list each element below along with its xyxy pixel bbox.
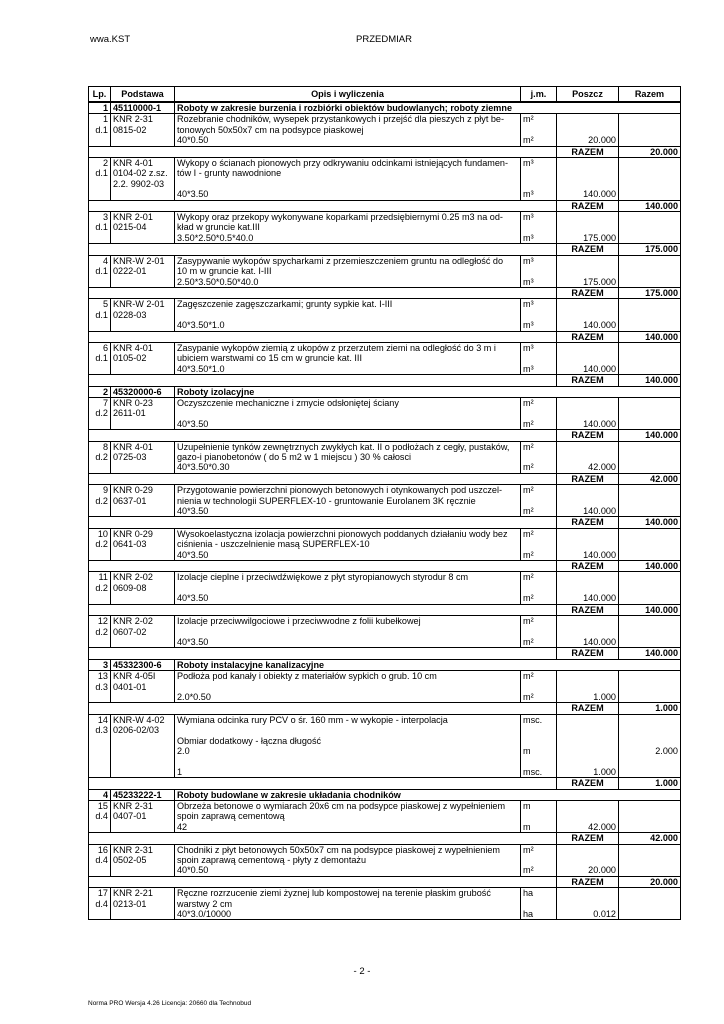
razem-row xyxy=(89,778,681,789)
razem-value: 140.000 xyxy=(619,430,681,441)
section-number: 3 xyxy=(89,659,111,670)
section-code: 45110000-1 xyxy=(111,102,175,114)
item-jm: m² m² xyxy=(521,114,557,146)
item-row xyxy=(89,114,681,146)
item-lp: 6 d.1 xyxy=(89,342,111,374)
razem-value: 175.000 xyxy=(619,287,681,298)
section-number: 4 xyxy=(89,789,111,800)
razem-value: 42.000 xyxy=(619,473,681,484)
item-row xyxy=(89,212,681,244)
item-opis: Rozebranie chodników, wysepek przystankowych i przejść dla pieszych z płyt be- tonowych 50x50x7 cm na podsypce piaskowej 40*0.50 xyxy=(175,114,521,146)
razem-label: RAZEM xyxy=(557,703,619,714)
footer-note: Norma PRO Wersja 4.26 Licencja: 20660 dla Technobud xyxy=(88,1000,252,1007)
item-opis: Chodniki z płyt betonowych 50x50x7 cm na podsypce piaskowej z wypełnieniem spoin zaprawą cementową - płyty z demontażu 40*0.50 xyxy=(175,844,521,876)
item-podstawa: KNR 4-01 0725-03 xyxy=(111,441,175,473)
razem-value: 140.000 xyxy=(619,375,681,386)
table-header-row xyxy=(89,87,681,103)
item-razem xyxy=(619,114,681,146)
item-lp: 8 d.2 xyxy=(89,441,111,473)
item-opis: Oczyszczenie mechaniczne i zmycie odsłoniętej ściany 40*3.50 xyxy=(175,397,521,429)
section-title: Roboty w zakresie burzenia i rozbiórki obiektów budowlanych; roboty ziemne xyxy=(175,102,681,114)
item-jm: m³ m³ xyxy=(521,158,557,201)
section-title: Roboty instalacyjne kanalizacyjne xyxy=(175,659,681,670)
razem-label: RAZEM xyxy=(557,244,619,255)
col-poszcz: Poszcz xyxy=(557,87,619,103)
razem-spacer xyxy=(89,375,557,386)
razem-value: 140.000 xyxy=(619,561,681,572)
item-podstawa: KNR 2-31 0815-02 xyxy=(111,114,175,146)
razem-label: RAZEM xyxy=(557,648,619,659)
item-opis: Wykopy oraz przekopy wykonywane koparkami przedsiębiernymi 0.25 m3 na od- kład w gruncie kat.III 3.50*2.50*0.5*40.0 xyxy=(175,212,521,244)
item-razem xyxy=(619,616,681,648)
razem-value: 140.000 xyxy=(619,200,681,211)
item-lp: 10 d.2 xyxy=(89,528,111,560)
item-podstawa: KNR 4-01 0105-02 xyxy=(111,342,175,374)
item-jm: m² m² xyxy=(521,572,557,604)
item-poszcz: 42.000 xyxy=(557,441,619,473)
item-poszcz: 140.000 xyxy=(557,299,619,331)
item-lp: 3 d.1 xyxy=(89,212,111,244)
item-podstawa: KNR 0-29 0641-03 xyxy=(111,528,175,560)
razem-label: RAZEM xyxy=(557,200,619,211)
razem-row xyxy=(89,375,681,386)
item-row xyxy=(89,158,681,201)
item-podstawa: KNR 2-31 0407-01 xyxy=(111,801,175,833)
item-jm: m m xyxy=(521,801,557,833)
item-razem xyxy=(619,888,681,920)
item-opis: Przygotowanie powierzchni pionowych betonowych i otynkowanych pod uszczel- nienia w technologii SUPERFLEX-10 - gruntowanie Eurolanem 3K ręcznie 40*3.50 xyxy=(175,485,521,517)
item-lp: 4 d.1 xyxy=(89,255,111,287)
item-jm: m³ m³ xyxy=(521,212,557,244)
razem-spacer xyxy=(89,146,557,157)
item-lp: 13 d.3 xyxy=(89,671,111,703)
item-lp: 11 d.2 xyxy=(89,572,111,604)
item-row xyxy=(89,255,681,287)
item-row xyxy=(89,485,681,517)
item-opis: Obrzeża betonowe o wymiarach 20x6 cm na podsypce piaskowej z wypełnieniem spoin zaprawą cementową 42 xyxy=(175,801,521,833)
item-poszcz: 140.000 xyxy=(557,528,619,560)
item-row xyxy=(89,844,681,876)
item-jm: m² m² xyxy=(521,397,557,429)
item-razem xyxy=(619,342,681,374)
col-podstawa: Podstawa xyxy=(111,87,175,103)
item-podstawa: KNR-W 4-02 0206-02/03 xyxy=(111,714,175,777)
section-row xyxy=(89,386,681,397)
razem-value: 140.000 xyxy=(619,604,681,615)
razem-label: RAZEM xyxy=(557,833,619,844)
item-opis: Izolacje cieplne i przeciwdźwiękowe z płyt styropianowych styrodur 8 cm 40*3.50 xyxy=(175,572,521,604)
razem-label: RAZEM xyxy=(557,473,619,484)
item-jm: m² m² xyxy=(521,671,557,703)
razem-row xyxy=(89,703,681,714)
col-jm: j.m. xyxy=(521,87,557,103)
section-code: 45332300-6 xyxy=(111,659,175,670)
item-podstawa: KNR 2-02 0607-02 xyxy=(111,616,175,648)
item-jm: m³ m³ xyxy=(521,342,557,374)
razem-row xyxy=(89,146,681,157)
item-poszcz: 1.000 xyxy=(557,714,619,777)
item-poszcz: 140.000 xyxy=(557,616,619,648)
razem-spacer xyxy=(89,430,557,441)
razem-spacer xyxy=(89,703,557,714)
item-podstawa: KNR 0-29 0637-01 xyxy=(111,485,175,517)
razem-label: RAZEM xyxy=(557,375,619,386)
razem-value: 140.000 xyxy=(619,517,681,528)
item-podstawa: KNR 4-05I 0401-01 xyxy=(111,671,175,703)
item-lp: 17 d.4 xyxy=(89,888,111,920)
item-lp: 15 d.4 xyxy=(89,801,111,833)
razem-value: 1.000 xyxy=(619,703,681,714)
razem-value: 140.000 xyxy=(619,648,681,659)
item-razem xyxy=(619,844,681,876)
section-number: 2 xyxy=(89,386,111,397)
col-lp: Lp. xyxy=(89,87,111,103)
razem-spacer xyxy=(89,517,557,528)
page-title: PRZEDMIAR xyxy=(356,34,412,45)
razem-label: RAZEM xyxy=(557,604,619,615)
item-razem xyxy=(619,528,681,560)
razem-label: RAZEM xyxy=(557,876,619,887)
razem-row xyxy=(89,430,681,441)
razem-value: 1.000 xyxy=(619,778,681,789)
item-row xyxy=(89,572,681,604)
item-podstawa: KNR 0-23 2611-01 xyxy=(111,397,175,429)
item-podstawa: KNR 2-01 0215-04 xyxy=(111,212,175,244)
razem-value: 175.000 xyxy=(619,244,681,255)
item-razem xyxy=(619,299,681,331)
section-row xyxy=(89,659,681,670)
item-podstawa: KNR 2-21 0213-01 xyxy=(111,888,175,920)
col-opis: Opis i wyliczenia xyxy=(175,87,521,103)
razem-row xyxy=(89,473,681,484)
item-row xyxy=(89,888,681,920)
razem-spacer xyxy=(89,331,557,342)
section-code: 45233222-1 xyxy=(111,789,175,800)
item-jm: m² m² xyxy=(521,528,557,560)
item-lp: 12 d.2 xyxy=(89,616,111,648)
item-opis: Izolacje przeciwwilgociowe i przeciwwodne z folii kubełkowej 40*3.50 xyxy=(175,616,521,648)
item-opis: Zagęszczenie zagęszczarkami; grunty sypkie kat. I-III 40*3.50*1.0 xyxy=(175,299,521,331)
item-row xyxy=(89,342,681,374)
item-razem xyxy=(619,485,681,517)
item-opis: Podłoża pod kanały i obiekty z materiałów sypkich o grub. 10 cm 2.0*0.50 xyxy=(175,671,521,703)
razem-label: RAZEM xyxy=(557,331,619,342)
page-number: - 2 - xyxy=(353,966,371,977)
razem-label: RAZEM xyxy=(557,430,619,441)
przedmiar-table xyxy=(88,86,681,920)
item-poszcz: 0.012 xyxy=(557,888,619,920)
item-lp: 5 d.1 xyxy=(89,299,111,331)
item-razem xyxy=(619,801,681,833)
razem-row xyxy=(89,244,681,255)
item-opis: Uzupełnienie tynków zewnętrznych zwykłych kat. II o podłożach z cegły, pustaków, gazo-i pianobetonów ( do 5 m2 w 1 miejscu ) 30 % całosci 40*3.50*0.30 xyxy=(175,441,521,473)
item-jm: ha ha xyxy=(521,888,557,920)
item-lp: 14 d.3 xyxy=(89,714,111,777)
item-poszcz: 1.000 xyxy=(557,671,619,703)
item-poszcz: 140.000 xyxy=(557,572,619,604)
item-razem xyxy=(619,255,681,287)
razem-spacer xyxy=(89,200,557,211)
item-opis: Zasypywanie wykopów spycharkami z przemieszczeniem gruntu na odległość do 10 m w gruncie kat. I-III 2.50*3.50*0.50*40.0 xyxy=(175,255,521,287)
razem-spacer xyxy=(89,833,557,844)
item-opis: Wykopy o ścianach pionowych przy odkrywaniu odcinkami istniejących fundamen- tów I - grunty nawodnione 40*3.50 xyxy=(175,158,521,201)
item-lp: 2 d.1 xyxy=(89,158,111,201)
col-razem: Razem xyxy=(619,87,681,103)
razem-label: RAZEM xyxy=(557,287,619,298)
razem-row xyxy=(89,648,681,659)
item-jm: m² m² xyxy=(521,441,557,473)
razem-label: RAZEM xyxy=(557,561,619,572)
item-opis: Zasypanie wykopów ziemią z ukopów z przerzutem ziemi na odległość do 3 m i ubiciem warstwami co 15 cm w gruncie kat. III 40*3.50*1.0 xyxy=(175,342,521,374)
item-lp: 7 d.2 xyxy=(89,397,111,429)
razem-value: 42.000 xyxy=(619,833,681,844)
item-row xyxy=(89,441,681,473)
item-razem: 2.000 xyxy=(619,714,681,777)
section-title: Roboty izolacyjne xyxy=(175,386,681,397)
item-row xyxy=(89,528,681,560)
razem-spacer xyxy=(89,648,557,659)
header-left: wwa.KST xyxy=(90,34,131,45)
item-lp: 1 d.1 xyxy=(89,114,111,146)
item-poszcz: 140.000 xyxy=(557,485,619,517)
razem-row xyxy=(89,604,681,615)
item-poszcz: 20.000 xyxy=(557,114,619,146)
razem-row xyxy=(89,561,681,572)
section-row xyxy=(89,789,681,800)
item-jm: m² m² xyxy=(521,485,557,517)
razem-label: RAZEM xyxy=(557,146,619,157)
razem-label: RAZEM xyxy=(557,778,619,789)
item-podstawa: KNR 4-01 0104-02 z.sz. 2.2. 9902-03 xyxy=(111,158,175,201)
item-poszcz: 140.000 xyxy=(557,397,619,429)
razem-spacer xyxy=(89,778,557,789)
razem-value: 140.000 xyxy=(619,331,681,342)
item-poszcz: 140.000 xyxy=(557,158,619,201)
razem-row xyxy=(89,876,681,887)
razem-value: 20.000 xyxy=(619,876,681,887)
razem-row xyxy=(89,517,681,528)
item-podstawa: KNR-W 2-01 0222-01 xyxy=(111,255,175,287)
razem-spacer xyxy=(89,473,557,484)
section-row xyxy=(89,102,681,114)
item-jm: m² m² xyxy=(521,616,557,648)
table-body xyxy=(89,102,681,920)
item-jm: m³ m³ xyxy=(521,255,557,287)
item-razem xyxy=(619,212,681,244)
item-podstawa: KNR-W 2-01 0228-03 xyxy=(111,299,175,331)
item-lp: 9 d.2 xyxy=(89,485,111,517)
item-jm: m³ m³ xyxy=(521,299,557,331)
razem-value: 20.000 xyxy=(619,146,681,157)
item-row xyxy=(89,616,681,648)
item-row xyxy=(89,714,681,777)
item-podstawa: KNR 2-31 0502-05 xyxy=(111,844,175,876)
razem-row xyxy=(89,331,681,342)
section-title: Roboty budowlane w zakresie układania chodników xyxy=(175,789,681,800)
razem-spacer xyxy=(89,876,557,887)
section-number: 1 xyxy=(89,102,111,114)
item-poszcz: 20.000 xyxy=(557,844,619,876)
item-row xyxy=(89,397,681,429)
razem-label: RAZEM xyxy=(557,517,619,528)
item-row xyxy=(89,671,681,703)
item-razem xyxy=(619,572,681,604)
razem-spacer xyxy=(89,244,557,255)
item-razem xyxy=(619,397,681,429)
item-opis: Ręczne rozrzucenie ziemi żyznej lub kompostowej na terenie płaskim grubość warstwy 2 cm 40*3.0/10000 xyxy=(175,888,521,920)
item-poszcz: 175.000 xyxy=(557,212,619,244)
item-podstawa: KNR 2-02 0609-08 xyxy=(111,572,175,604)
razem-row xyxy=(89,833,681,844)
item-opis: Wymiana odcinka rury PCV o śr. 160 mm - w wykopie - interpolacja Obmiar dodatkowy - łączna długość 2.0 1 xyxy=(175,714,521,777)
razem-spacer xyxy=(89,604,557,615)
razem-row xyxy=(89,287,681,298)
razem-spacer xyxy=(89,561,557,572)
item-razem xyxy=(619,671,681,703)
item-lp: 16 d.4 xyxy=(89,844,111,876)
item-row xyxy=(89,801,681,833)
item-opis: Wysokoelastyczna izolacja powierzchni pionowych poddanych działaniu wody bez ciśnienia - uszczelnienie masą SUPERFLEX-10 40*3.50 xyxy=(175,528,521,560)
item-jm: msc. m msc. xyxy=(521,714,557,777)
item-razem xyxy=(619,158,681,201)
item-jm: m² m² xyxy=(521,844,557,876)
razem-row xyxy=(89,200,681,211)
item-poszcz: 140.000 xyxy=(557,342,619,374)
item-poszcz: 42.000 xyxy=(557,801,619,833)
item-poszcz: 175.000 xyxy=(557,255,619,287)
item-row xyxy=(89,299,681,331)
razem-spacer xyxy=(89,287,557,298)
item-razem xyxy=(619,441,681,473)
section-code: 45320000-6 xyxy=(111,386,175,397)
